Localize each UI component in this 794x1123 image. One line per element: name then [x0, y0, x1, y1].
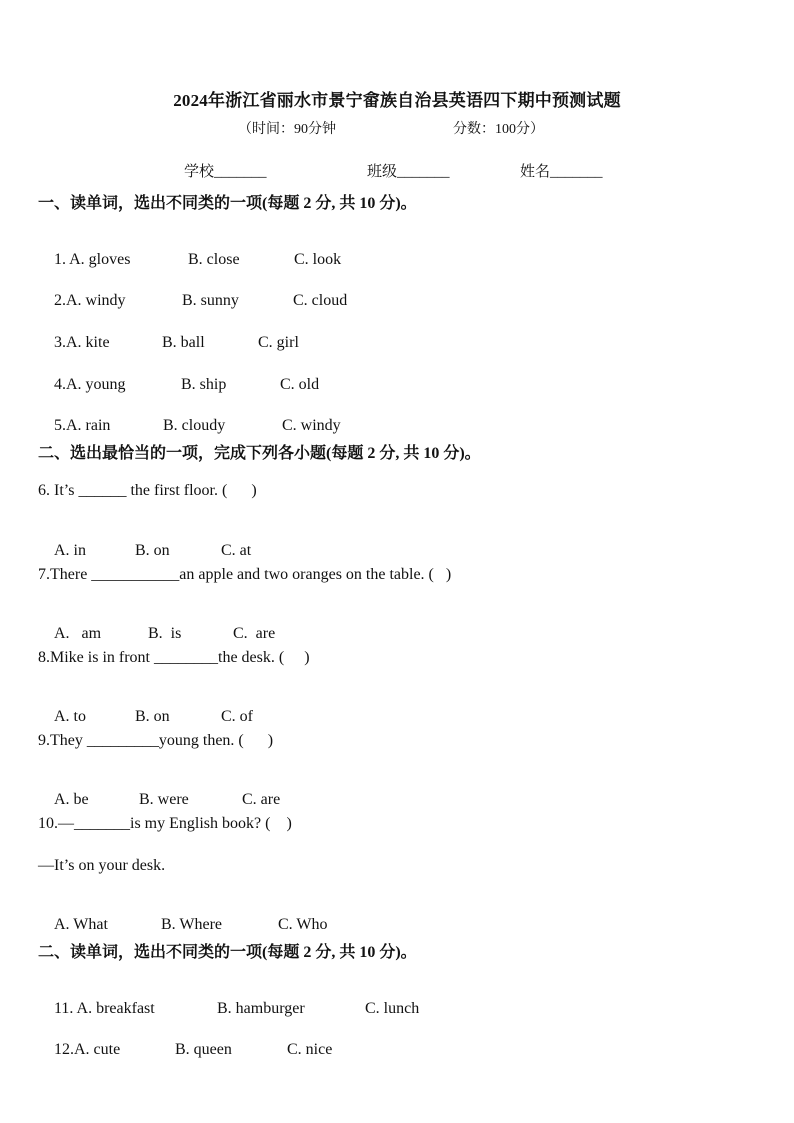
q1-option-b: B. close: [188, 251, 240, 268]
q11-option-b: B. hamburger: [217, 1000, 305, 1017]
q12-option-a: 12.A. cute: [54, 1041, 121, 1058]
exam-title: 2024年浙江省丽水市景宁畲族自治县英语四下期中预测试题: [173, 91, 621, 110]
q7-option-c: C. are: [233, 625, 276, 642]
q2-option-b: B. sunny: [182, 292, 239, 309]
q12-option-b: B. queen: [175, 1041, 232, 1058]
q8-option-c: C. of: [221, 708, 253, 725]
q9-option-a: A. be: [54, 791, 89, 808]
school-field: 学校_______: [184, 164, 267, 180]
q8-option-a: A. to: [54, 708, 86, 725]
q9-option-b: B. were: [139, 791, 189, 808]
q4-option-a: 4.A. young: [54, 376, 126, 393]
q3-option-a: 3.A. kite: [54, 334, 110, 351]
q1-option-c: C. look: [294, 251, 342, 268]
q6-option-c: C. at: [221, 542, 252, 559]
q6-option-b: B. on: [135, 542, 170, 559]
q3-option-b: B. ball: [162, 334, 205, 351]
q8-option-b: B. on: [135, 708, 170, 725]
exam-time: （时间：90分钟: [238, 122, 336, 137]
q5-option-a: 5.A. rain: [54, 417, 111, 434]
q10-option-b: B. Where: [161, 916, 223, 933]
q2-option-a: 2.A. windy: [54, 292, 126, 309]
q5-option-b: B. cloudy: [163, 417, 226, 434]
q6-option-a: A. in: [54, 542, 86, 559]
q4-option-b: B. ship: [181, 376, 227, 393]
exam-score: 分数：100分）: [453, 122, 544, 137]
section3-heading: 二、读单词，选出不同类的一项(每题 2 分, 共 10 分)。: [38, 944, 417, 961]
q11-option-c: C. lunch: [365, 1000, 420, 1017]
q10-option-a: A. What: [54, 916, 108, 933]
question-10-answer-line: —It’s on your desk.: [38, 857, 166, 874]
name-field: 姓名_______: [520, 164, 603, 180]
q3-option-c: C. girl: [258, 334, 299, 351]
q9-option-c: C. are: [242, 791, 281, 808]
question-6-stem: 6. It’s ______ the first floor. ( ): [38, 482, 257, 499]
q2-option-c: C. cloud: [293, 292, 348, 309]
class-field: 班级_______: [367, 164, 450, 180]
q1-option-a: 1. A. gloves: [54, 251, 131, 268]
q5-option-c: C. windy: [282, 417, 341, 434]
question-7-stem: 7.There ___________an apple and two oranges on the table. ( ): [38, 566, 452, 583]
q7-option-a: A. am: [54, 625, 102, 642]
question-12: [38, 1023, 332, 1077]
section2-heading: 二、选出最恰当的一项，完成下列各小题(每题 2 分, 共 10 分)。: [38, 445, 481, 462]
question-8-stem: 8.Mike is in front ________the desk. ( ): [38, 649, 310, 666]
q10-option-c: C. Who: [278, 916, 328, 933]
question-9-stem: 9.They _________young then. ( ): [38, 732, 274, 749]
q4-option-c: C. old: [280, 376, 320, 393]
question-10-stem: 10.—_______is my English book? ( ): [38, 815, 292, 832]
section1-heading: 一、读单词，选出不同类的一项(每题 2 分, 共 10 分)。: [38, 195, 417, 212]
q11-option-a: 11. A. breakfast: [54, 1000, 155, 1017]
q12-option-c: C. nice: [287, 1041, 333, 1058]
q7-option-b: B. is: [148, 625, 182, 642]
